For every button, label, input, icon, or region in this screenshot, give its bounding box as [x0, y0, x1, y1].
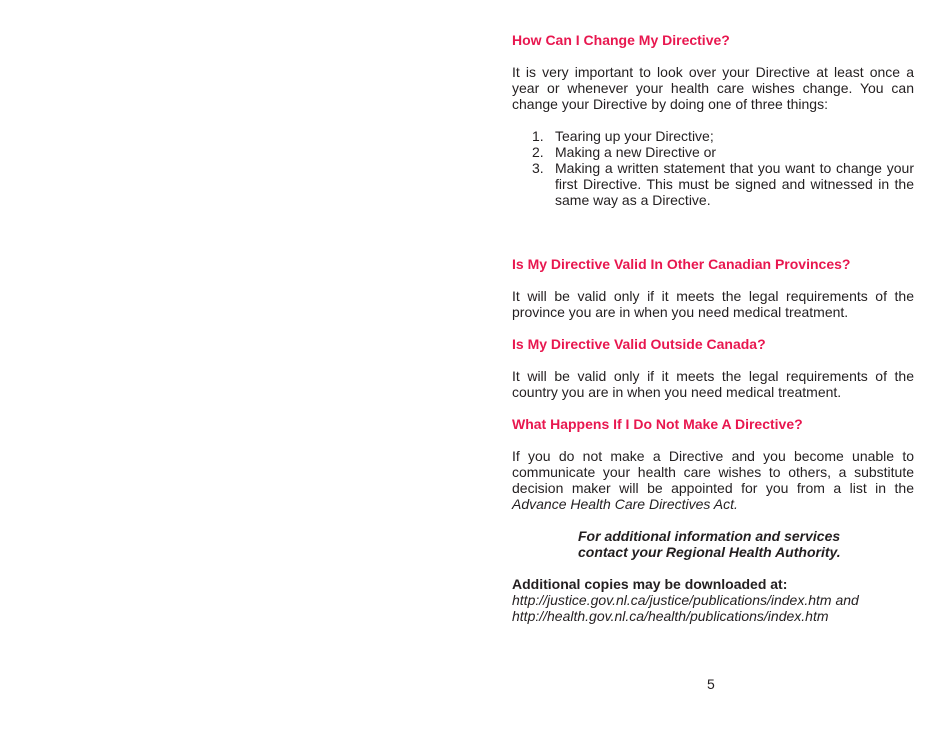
act-name: Advance Health Care Directives Act.: [512, 496, 738, 512]
list-item: [512, 160, 914, 208]
provinces-paragraph: It will be valid only if it meets the legal requirements of the province you are in when you need medical treatment.: [512, 288, 914, 320]
health-url[interactable]: http://health.gov.nl.ca/health/publications/index.htm: [512, 608, 829, 624]
list-number: 2.: [532, 144, 544, 160]
downloads-label: Additional copies may be downloaded at:: [512, 576, 788, 592]
outside-canada-paragraph: It will be valid only if it meets the legal requirements of the country you are in when you need medical treatment.: [512, 368, 914, 400]
heading-change-directive: How Can I Change My Directive?: [512, 32, 730, 48]
list-text: Making a written statement that you want to change your first Directive. This must be signed and witnessed in the same way as a Directive.: [555, 160, 914, 208]
no-directive-text: If you do not make a Directive and you become unable to communicate your health care wishes to others, a substitute decision maker will be appointed for you from a list in the: [512, 448, 914, 496]
change-options-list: [512, 128, 914, 208]
list-text: Tearing up your Directive;: [555, 128, 714, 144]
justice-url[interactable]: http://justice.gov.nl.ca/justice/publications/index.htm and: [512, 592, 859, 608]
list-item: [512, 144, 914, 160]
change-intro-paragraph: It is very important to look over your Directive at least once a year or whenever your health care wishes change. You can change your Directive by doing one of three things:: [512, 64, 914, 112]
list-number: 1.: [532, 128, 544, 144]
heading-valid-outside-canada: Is My Directive Valid Outside Canada?: [512, 336, 766, 352]
list-text: Making a new Directive or: [555, 144, 717, 160]
document-page: [512, 32, 914, 624]
page-number: 5: [707, 676, 715, 692]
list-item: [512, 128, 914, 144]
contact-note-line-2: contact your Regional Health Authority.: [578, 544, 841, 560]
no-directive-paragraph: [512, 448, 914, 512]
contact-note-line-1: For additional information and services: [578, 528, 841, 544]
list-number: 3.: [532, 160, 544, 176]
heading-valid-provinces: Is My Directive Valid In Other Canadian Provinces?: [512, 256, 851, 272]
heading-no-directive: What Happens If I Do Not Make A Directive?: [512, 416, 803, 432]
